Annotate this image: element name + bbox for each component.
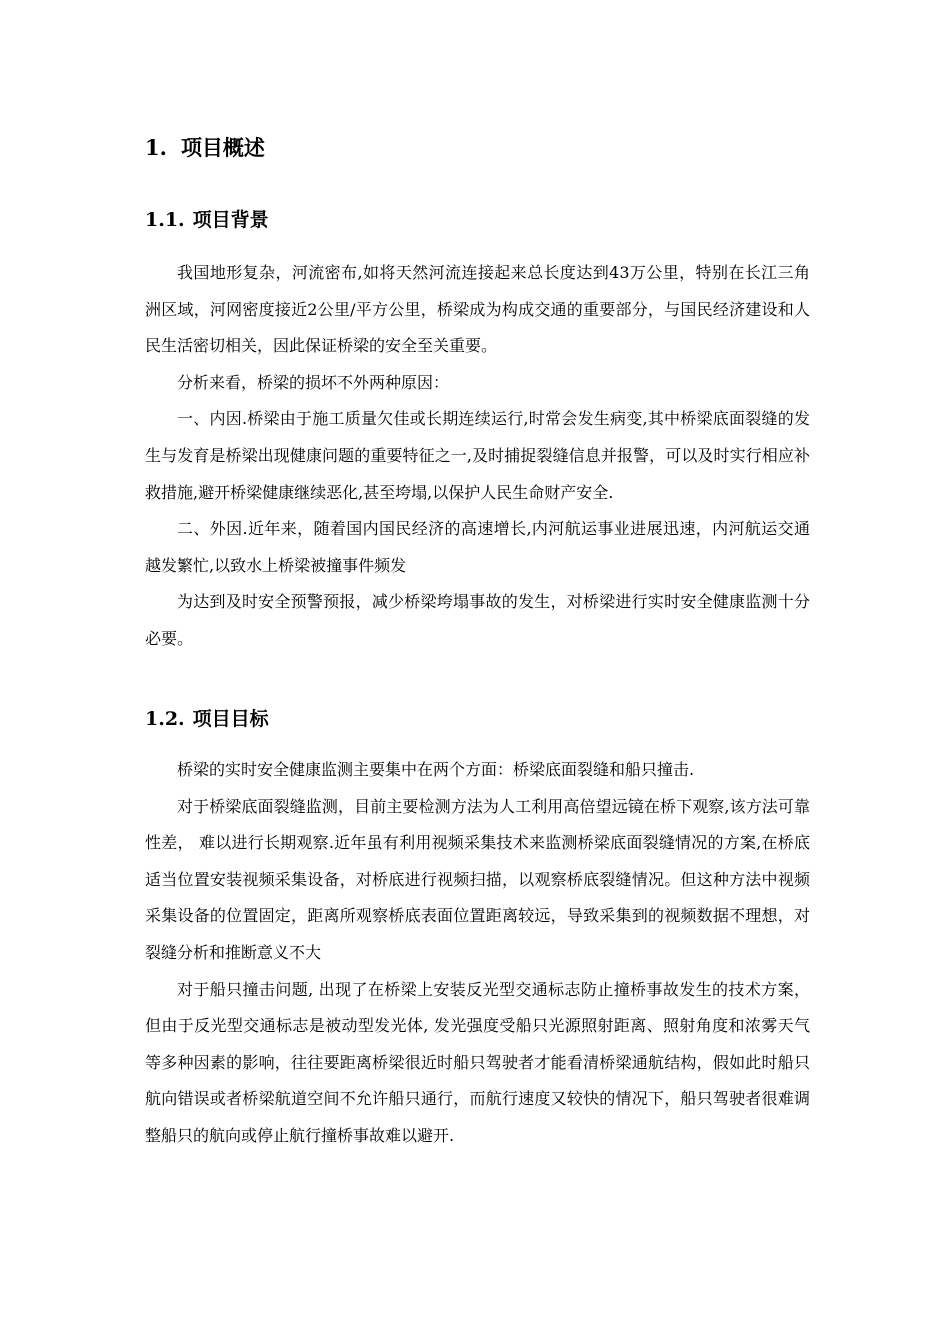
chapter-title: 项目概述 xyxy=(180,135,265,160)
paragraph: 为达到及时安全预警预报，减少桥梁垮塌事故的发生，对桥梁进行实时安全健康监测十分必要。 xyxy=(145,592,810,648)
section-title: 项目背景 xyxy=(192,209,269,231)
section-body-goal xyxy=(145,752,810,1155)
section-number: 1.2. xyxy=(145,708,185,730)
paragraph: 二、外因.近年来，随着国内国民经济的高速增长,内河航运事业进展迅速，内河航运交通越发繁忙,以致水上桥梁被撞事件频发 xyxy=(145,519,810,575)
paragraph: 分析来看，桥梁的损坏不外两种原因： xyxy=(177,372,450,392)
section-heading-goal xyxy=(145,705,269,733)
section-body-background xyxy=(145,255,810,658)
chapter-number: 1. xyxy=(145,135,167,160)
section-number: 1.1. xyxy=(145,209,185,231)
paragraph: 桥梁的实时安全健康监测主要集中在两个方面：桥梁底面裂缝和船只撞击. xyxy=(177,760,695,779)
section-title: 项目目标 xyxy=(192,708,269,730)
section-heading-background xyxy=(145,206,269,234)
paragraph: 我国地形复杂，河流密布,如将天然河流连接起来总长度达到43万公里，特别在长江三角洲区域，河网密度接近2公里/平方公里，桥梁成为构成交通的重要部分，与国民经济建设和人民生活密切相关，因此保证桥梁的安全至关重要。 xyxy=(145,263,810,356)
paragraph: 对于船只撞击问题, 出现了在桥梁上安装反光型交通标志防止撞桥事故发生的技术方案，但由于反光型交通标志是被动型发光体, 发光强度受船只光源照射距离、照射角度和浓雾天气等多种因素的影响，往往要距离桥梁很近时船只驾驶者才能看清桥梁通航结构，假如此时船只航向错误或者桥梁航道空间不允许船只通行，而航行速度又较快的情况下，船只驾驶者很难调整船只的航向或停止航行撞桥事故难以避开. xyxy=(145,979,810,1145)
chapter-heading xyxy=(145,133,265,163)
paragraph: 一、内因.桥梁由于施工质量欠佳或长期连续运行,时常会发生病变,其中桥梁底面裂缝的发生与发育是桥梁出现健康问题的重要特征之一,及时捕捉裂缝信息并报警，可以及时实行相应补救措施,避开桥梁健康继续恶化,甚至垮塌,以保护人民生命财产安全. xyxy=(145,409,810,502)
paragraph: 对于桥梁底面裂缝监测，目前主要检测方法为人工利用高倍望远镜在桥下观察,该方法可靠性差， 难以进行长期观察.近年虽有利用视频采集技术来监测桥梁底面裂缝情况的方案,在桥底适当位置安装视频采集设备，对桥底进行视频扫描，以观察桥底裂缝情况。但这种方法中视频采集设备的位置固定，距离所观察桥底表面位置距离较远，导致采集到的视频数据不理想，对裂缝分析和推断意义不大 xyxy=(145,796,810,962)
